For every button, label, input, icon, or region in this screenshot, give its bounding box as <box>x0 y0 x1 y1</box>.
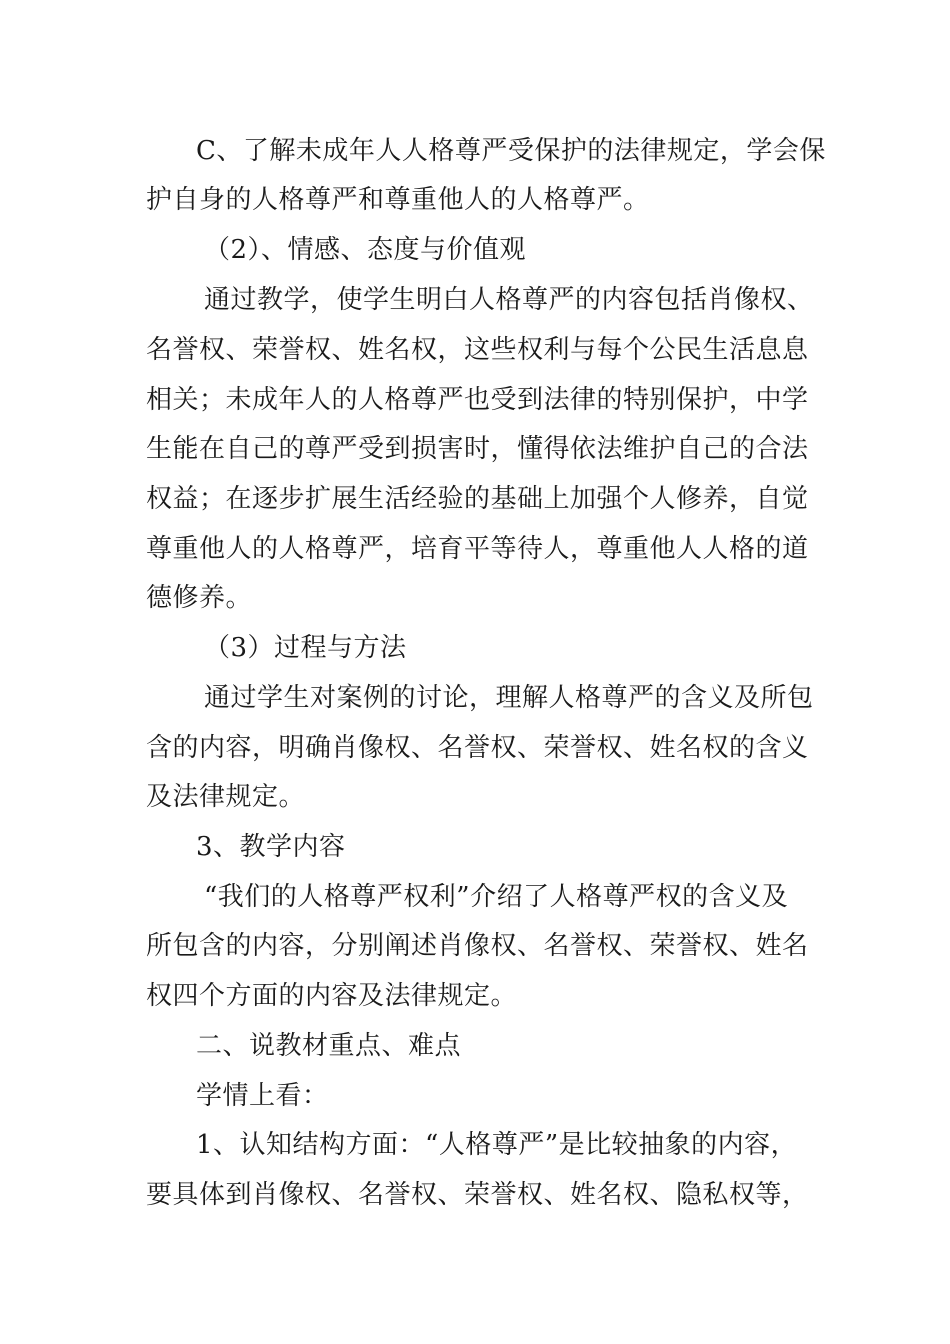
text-line: 通过教学，使学生明白人格尊严的内容包括肖像权、 <box>204 285 814 315</box>
text-line: 1、认知结构方面：“人格尊严”是比较抽象的内容， <box>196 1130 798 1160</box>
text-line: 权益；在逐步扩展生活经验的基础上加强个人修养，自觉 <box>146 484 809 514</box>
text-line: 及法律规定。 <box>146 782 306 812</box>
section-heading: 二、说教材重点、难点 <box>196 1031 462 1061</box>
text-line: 通过学生对案例的讨论，理解人格尊严的含义及所包 <box>204 683 814 713</box>
text-line: 学情上看： <box>196 1081 329 1111</box>
text-line: C、了解未成年人人格尊严受保护的法律规定，学会保 <box>196 136 826 166</box>
text-line: 尊重他人的人格尊严，培育平等待人，尊重他人人格的道 <box>146 534 809 564</box>
text-line: 德修养。 <box>146 583 253 613</box>
section-heading: （3）过程与方法 <box>204 633 407 663</box>
text-line: 所包含的内容，分别阐述肖像权、名誉权、荣誉权、姓名 <box>146 931 809 961</box>
text-line: 名誉权、荣誉权、姓名权，这些权利与每个公民生活息息 <box>146 335 809 365</box>
text-line: 护自身的人格尊严和尊重他人的人格尊严。 <box>146 185 650 215</box>
text-line: 相关；未成年人的人格尊严也受到法律的特别保护，中学 <box>146 385 809 415</box>
text-line: 权四个方面的内容及法律规定。 <box>146 981 518 1011</box>
text-line: 含的内容，明确肖像权、名誉权、荣誉权、姓名权的含义 <box>146 733 809 763</box>
text-line: “我们的人格尊严权利”介绍了人格尊严权的含义及 <box>204 882 789 912</box>
section-heading: 3、教学内容 <box>196 832 346 862</box>
section-heading: （2）、情感、态度与价值观 <box>204 235 527 265</box>
text-line: 要具体到肖像权、名誉权、荣誉权、姓名权、隐私权等， <box>146 1180 809 1210</box>
text-line: 生能在自己的尊严受到损害时，懂得依法维护自己的合法 <box>146 434 809 464</box>
